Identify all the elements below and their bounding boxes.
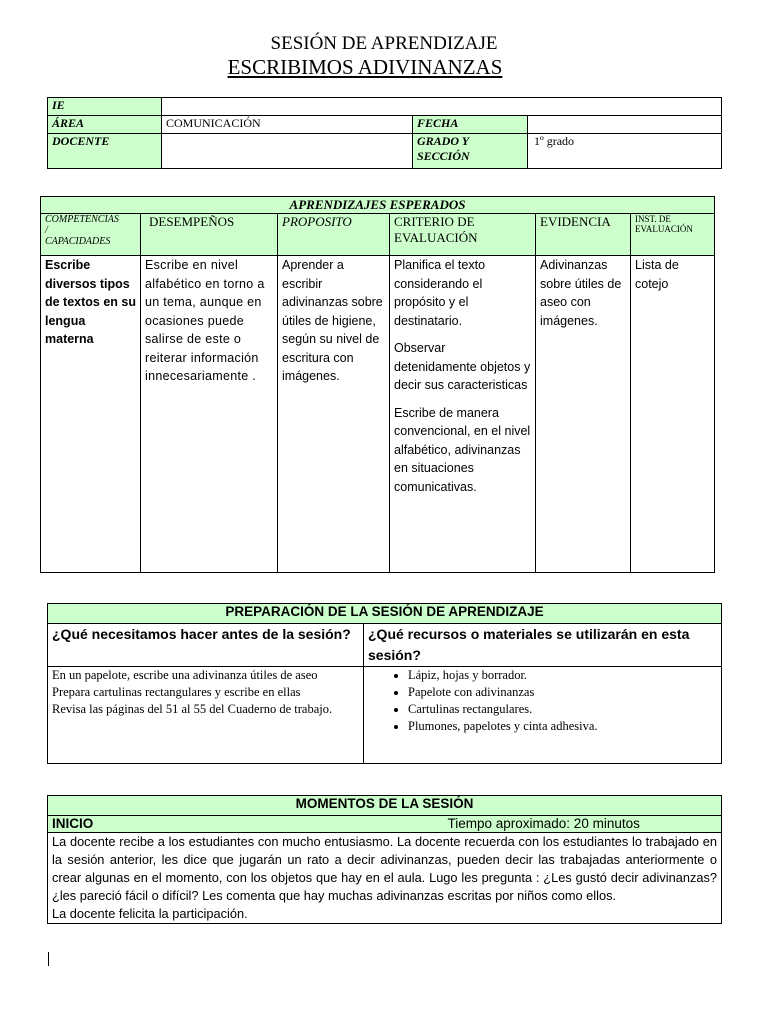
fecha-label: FECHA (413, 116, 528, 134)
criterio-item: Escribe de manera convencional, en el nivel alfabético, adivinanzas en situaciones comunicativas. (394, 405, 531, 494)
ie-value[interactable] (162, 98, 722, 116)
grado-label (413, 134, 528, 169)
col-criterio (390, 214, 536, 256)
col-competencias-line1: COMPETENCIAS (45, 214, 119, 225)
momentos-table (47, 795, 722, 924)
col-competencias-line3: CAPACIDADES (45, 236, 111, 247)
inicio-header (48, 816, 722, 833)
antes-item: Revisa las páginas del 51 al 55 del Cuaderno de trabajo. (52, 702, 333, 716)
ie-label: IE (48, 98, 162, 116)
text-cursor (48, 952, 49, 966)
docente-label: DOCENTE (48, 134, 162, 169)
inicio-text: La docente recibe a los estudiantes con mucho entusiasmo. La docente recuerda con los estudiantes lo trabajado en la sesión anterior, les dice que jugarán un rato a decir adivinanzas, pueden decir las trabajadas anteriormente o crear algunas en el momento, con los objetos que hay en el aula. Lugo les pregunta : ¿Les gustó decir adivinanzas? ¿les pareció fácil o difícil? Les comenta que hay muchas adivinanzas escritas por niños como ellos. (52, 834, 717, 903)
inicio-text-cell (48, 833, 722, 924)
session-title: ESCRIBIMOS ADIVINANZAS (227, 55, 503, 79)
materiales-question: ¿Qué recursos o materiales se utilizarán en esta sesión? (364, 624, 722, 667)
col-instrumento (631, 214, 715, 256)
competencia-cell: Escribe diversos tipos de textos en su lengua materna (41, 256, 141, 573)
col-criterio-line2: EVALUACIÓN (394, 230, 478, 245)
col-proposito: PROPOSITO (278, 214, 390, 256)
col-evidencia: EVIDENCIA (536, 214, 631, 256)
list-item: • Lápiz, hojas y borrador. (408, 667, 717, 684)
col-competencias-line2: / (45, 225, 48, 236)
list-item: • Cartulinas rectangulares. (408, 701, 717, 718)
criterio-item: Observar detenidamente objetos y decir sus caracteristicas (394, 341, 531, 392)
inicio-cierre: La docente felicita la participación. (52, 906, 248, 921)
materiales-cell (364, 667, 722, 764)
antes-item: En un papelote, escribe una adivinanza útiles de aseo (52, 668, 318, 682)
instrumento-cell: Lista de cotejo (631, 256, 715, 573)
aprendizajes-table (40, 196, 715, 573)
tiempo-label: Tiempo aproximado: 20 minutos (447, 816, 640, 831)
area-label: ÁREA (48, 116, 162, 134)
antes-question: ¿Qué necesitamos hacer antes de la sesión? (48, 624, 364, 667)
criterio-item: Planifica el texto considerando el propósito y el destinatario. (394, 258, 486, 328)
evidencia-cell: Adivinanzas sobre útiles de aseo con imágenes. (536, 256, 631, 573)
materiales-list (368, 667, 717, 735)
info-table (47, 97, 722, 169)
col-competencias (41, 214, 141, 256)
grado-label-line2: SECCIÓN (417, 149, 470, 163)
antes-cell (48, 667, 364, 764)
grado-label-line1: GRADO Y (417, 134, 470, 148)
desempeno-cell: Escribe en nivel alfabético en torno a un tema, aunque en ocasiones puede salirse de este o reiterar información innecesariamente . (141, 256, 278, 573)
col-instrumento-line1: INST. DE (635, 214, 671, 224)
col-criterio-line1: CRITERIO DE (394, 214, 475, 229)
grado-value[interactable]: 1º grado (528, 134, 722, 169)
list-item: • Plumones, papelotes y cinta adhesiva. (408, 718, 717, 735)
momentos-title: MOMENTOS DE LA SESIÓN (48, 796, 722, 816)
preparacion-table (47, 603, 722, 764)
fecha-value[interactable] (528, 116, 722, 134)
col-desempenos: DESEMPEÑOS (141, 214, 278, 256)
criterio-cell (390, 256, 536, 573)
docente-value[interactable] (162, 134, 413, 169)
col-instrumento-line2: EVALUACIÓN (635, 224, 693, 234)
list-item: • Papelote con adivinanzas (408, 684, 717, 701)
aprendizajes-title: APRENDIZAJES ESPERADOS (41, 197, 715, 214)
antes-item: Prepara cartulinas rectangulares y escribe en ellas (52, 685, 301, 699)
page-title: SESIÓN DE APRENDIZAJE (270, 33, 498, 54)
proposito-cell: Aprender a escribir adivinanzas sobre útiles de higiene, según su nivel de escritura con imágenes. (278, 256, 390, 573)
inicio-label: INICIO (52, 816, 94, 831)
area-value[interactable]: COMUNICACIÓN (162, 116, 413, 134)
preparacion-title: PREPARACIÓN DE LA SESIÓN DE APRENDIZAJE (48, 604, 722, 624)
